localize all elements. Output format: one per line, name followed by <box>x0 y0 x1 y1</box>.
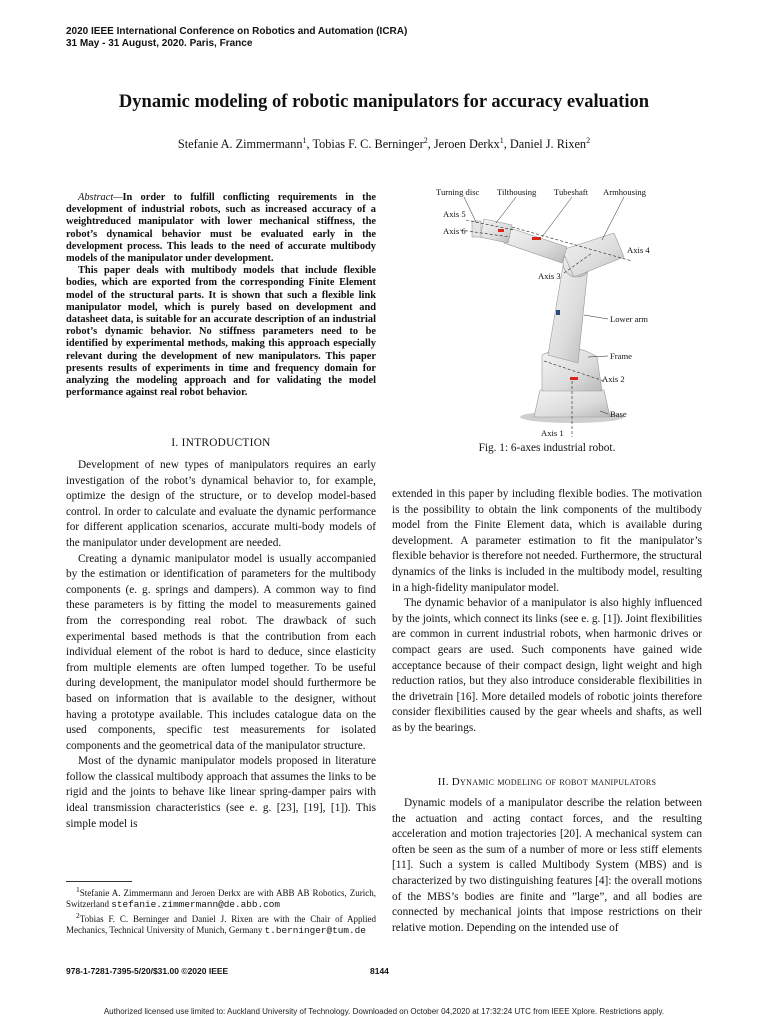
intro-paragraph-2: Creating a dynamic manipulator model is usually accompanied by the estimation or identification of parameters for the multibody components (e. g. springs and dampers). A common way to find these parameters is by fitting the model to measurements gained from the corresponding real robot. The drawback of such experimental based methods is that the contribution from each individual element of the robot is hard to deduce, since elasticity from multiple elements are often lumped together. To be useful during development, the manipulator model should furthermore be based on information that is available to the designer, without having a prototype available. This includes catalogue data on the used components, specific test measurements for isolated components and the geometrical data of the manipulator structure. <box>66 552 376 752</box>
author-list <box>0 136 768 152</box>
robot-armhousing <box>562 233 624 277</box>
paper-title: Dynamic modeling of robotic manipulators for accuracy evaluation <box>118 92 650 112</box>
intro-paragraph-1: Development of new types of manipulators requires an early investigation of the robot’s dynamical behavior to, for example, optimize the design of the structure, or to develop model-based control. In order to calculate and evaluate the dynamic performance for different application scenarios, accurate multi-body models of the manipulator under development are needed. <box>66 459 376 549</box>
lower-arm-detail <box>556 310 560 315</box>
abstract-paragraph-2: This paper deals with multibody models that include flexible bodies, which are exported from the corresponding Finite Element model of the structural parts. It is shown that such a flexible link manipulator model, which is purely based on development and datasheet data, is suitable for an accurate description of an industrial robot’s dynamic behavior. No stiffness parameters need to be identified by experimental methods, making this approach especially relevant during the development of new manipulators. This paper presents results of experiments in time and frequency domain for analyzing the modeling approach and for validating the model performance against real robot behavior. <box>66 265 376 399</box>
email-link-1[interactable]: stefanie.zimmermann@de.abb.com <box>111 899 281 910</box>
abstract <box>66 192 376 399</box>
label-axis2: Axis 2 <box>602 374 625 384</box>
author-4: Daniel J. Rixen$^2$ <box>509 136 591 152</box>
intro-paragraph-3: Most of the dynamic manipulator models proposed in literature follow the classical multibody approach that assumes the links to be rigid and the joints to behave like linear spring-damper pairs with ideal transmission characteristics (see e. g. [23], [19], [1]). This simple model is <box>66 755 376 830</box>
conference-header <box>66 26 407 50</box>
conference-name: 2020 IEEE International Conference on Robotics and Automation (ICRA) <box>66 26 408 37</box>
section-heading-dynamic-modeling: II. Dynamic modeling of robot manipulators <box>437 776 657 788</box>
footnote-2: $^2$Tobias F. C. Berninger and Daniel J. Rixen are with the Chair of Applied Mechanics, Technical University of Munich, Germany t.berninger@tum.de <box>66 911 376 936</box>
tilthousing-mark <box>498 229 504 232</box>
figure-caption: Fig. 1: 6-axes industrial robot. <box>478 442 616 454</box>
label-tubeshaft: Tubeshaft <box>554 187 589 197</box>
section2-paragraph-1: Dynamic models of a manipulator describe the relation between the actuation and acting contact forces, and the resulting acceleration and motion trajectories [20]. A mechanical system can often be seen as the sum of a number of more or less stiff elements [11]. Such a system is called Multibody System (MBS) and is characterized by two distinguishing features [4]: the overall motions of the MBS’s bodies are finite and ”large”, and all bodies are connected by mechanical joints that impose restrictions on their relative motion. Depending on the intended use of <box>392 797 702 934</box>
robot-turning-disc <box>472 221 481 237</box>
right-paragraph-1: extended in this paper by including flexible bodies. The motivation is the possibility to obtain the link components of the multibody model from the Finite Element data, which is available during development. A parameter estimation to fit the manipulator’s flexible behavior is therefore not needed. Furthermore, the structural dynamics of the links is included in the multibody model, resulting in a high-fidelity manipulator model. <box>392 488 702 594</box>
section-heading-introduction: I. INTRODUCTION <box>171 437 271 449</box>
robot-tubeshaft <box>504 227 567 263</box>
abstract-paragraph-1: Abstract—In order to fulfill conflicting requirements in the development of industrial robots, such as increased accuracy of a weightreduced manipulator with lower mechanical stiffness, the robot’s dynamical behavior must be evaluated early in the development process. This leads to the need of accurate multibody models of the manipulator under development. <box>66 192 376 265</box>
isbn-line: 978-1-7281-7395-5/20/$31.00 ©2020 IEEE <box>66 966 229 976</box>
leader-tilthousing <box>496 197 516 223</box>
label-frame: Frame <box>610 351 632 361</box>
author-1: Stefanie A. Zimmermann$^1$, <box>177 136 313 152</box>
label-turning-disc: Turning disc <box>436 187 480 197</box>
robot-illustration <box>392 185 702 437</box>
abstract-label: Abstract <box>78 192 114 203</box>
leader-tubeshaft <box>542 197 572 237</box>
label-base: Base <box>610 409 627 419</box>
label-tilthousing: Tilthousing <box>497 187 537 197</box>
email-link-2[interactable]: t.berninger@tum.de <box>264 925 366 936</box>
right-column-text <box>392 487 702 737</box>
label-axis3: Axis 3 <box>538 271 561 281</box>
label-axis1: Axis 1 <box>541 428 564 437</box>
abb-logo-lower <box>570 377 578 380</box>
abb-logo-upper <box>532 237 541 240</box>
page-number: 8144 <box>370 966 389 976</box>
leader-turning-disc <box>464 197 476 222</box>
authorized-use-notice: Authorized licensed use limited to: Auckland University of Technology. Downloaded on October 04,2020 at 17:32:24 UTC from IEEE Xplore. Restrictions apply. <box>103 1007 665 1016</box>
robot-figure <box>392 185 702 437</box>
leader-lower-arm <box>584 315 608 319</box>
footnote-1: $^1$Stefanie A. Zimmermann and Jeroen Derkx are with ABB AB Robotics, Zurich, Switzerland stefanie.zimmermann@de.abb.com <box>66 885 376 910</box>
label-axis4: Axis 4 <box>627 245 650 255</box>
conference-dates: 31 May - 31 August, 2020. Paris, France <box>66 38 253 49</box>
label-axis6: Axis 6 <box>443 226 466 236</box>
author-3: Jeroen Derkx$^1$, <box>433 136 510 152</box>
introduction-text <box>66 458 376 832</box>
footnote-rule <box>66 881 132 882</box>
section2-text <box>392 796 702 936</box>
label-armhousing: Armhousing <box>603 187 646 197</box>
footnotes <box>66 884 376 936</box>
right-paragraph-2: The dynamic behavior of a manipulator is also highly influenced by the joints, which connect its links (see e. g. [1]). Joint flexibilities are common in current industrial robots, when harmonic drives or compact gears are used. Such components have gained wide acceptance because of their compact design, light weight and high reduction ratios, but they also introduce considerable flexibilities in the drivetrain [16]. More detailed models of robotic joints therefore consider flexibilities caused by the gear wheels and shafts, as well as by the bearings. <box>392 597 702 734</box>
author-2: Tobias F. C. Berninger$^2$, <box>312 136 434 152</box>
label-axis5: Axis 5 <box>443 209 466 219</box>
label-lower-arm: Lower arm <box>610 314 648 324</box>
